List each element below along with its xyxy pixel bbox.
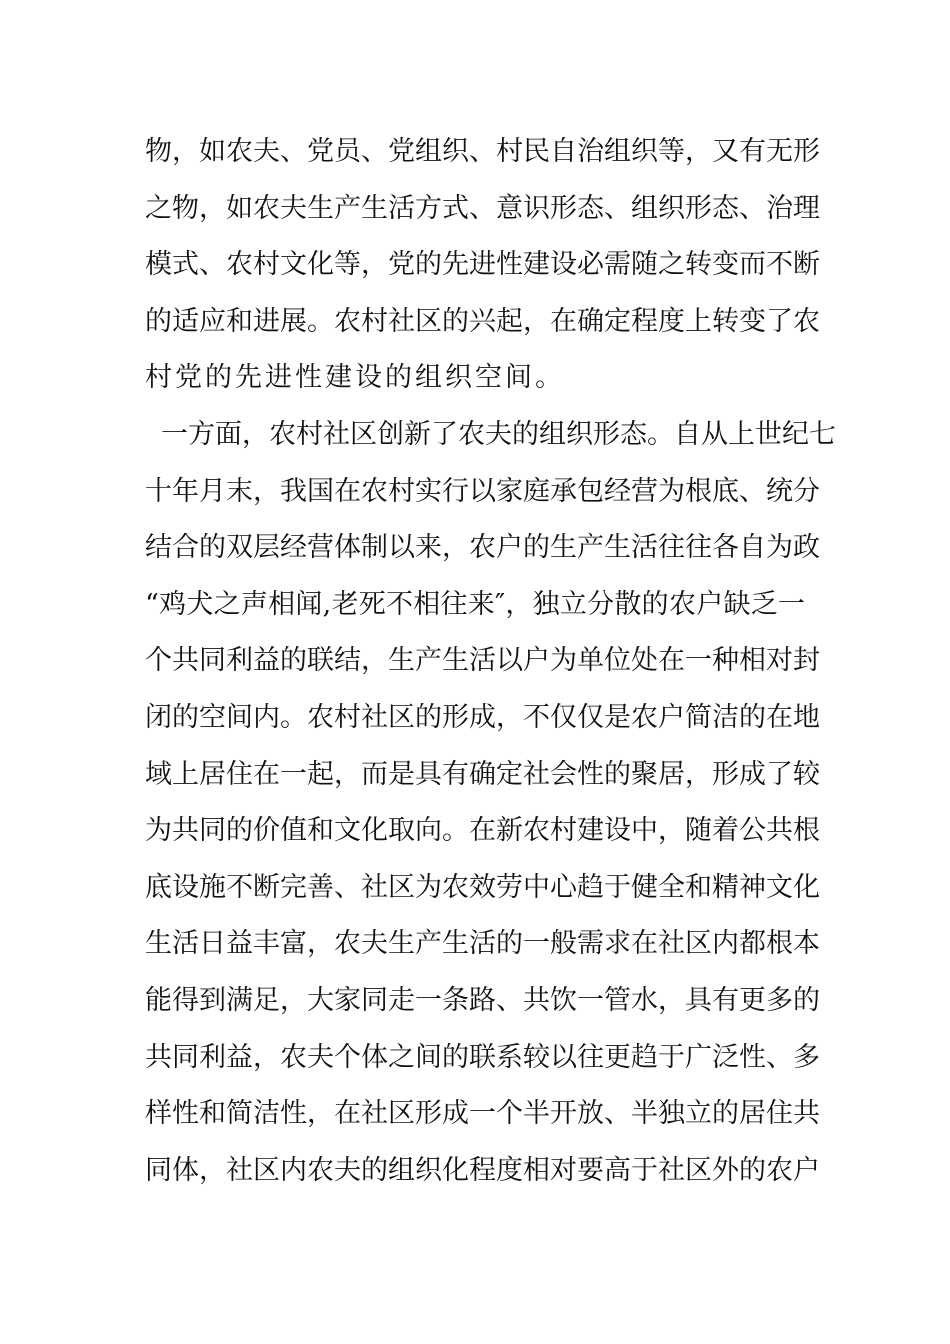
text-line: 为共同的价值和文化取向。在新农村建设中，随着公共根 [145,815,820,847]
text-line: 样性和简洁性，在社区形成一个半开放、半独立的居住共 [145,1098,820,1130]
text-line: 域上居住在一起，而是具有确定社会性的聚居，形成了较 [145,758,820,790]
paragraph-2 [145,407,836,1199]
text-line: 一方面，农村社区创新了农夫的组织形态。自从上世纪七 [161,418,836,450]
text-line: 底设施不断完善、社区为农效劳中心趋于健全和精神文化 [145,871,820,903]
paragraph-1 [145,124,820,407]
text-line: 能得到满足，大家同走一条路、共饮一管水，具有更多的 [145,984,820,1016]
text-line: 闭的空间内。农村社区的形成，不仅仅是农户简洁的在地 [145,701,820,733]
text-line: “鸡犬之声相闻,老死不相往来″，独立分散的农户缺乏一 [145,588,805,620]
text-line: 生活日益丰富，农夫生产生活的一般需求在社区内都根本 [145,928,820,960]
text-line: 的适应和进展。农村社区的兴起，在确定程度上转变了农 [145,305,820,337]
text-line: 个共同利益的联结，生产生活以户为单位处在一种相对封 [145,645,820,677]
text-line: 同体，社区内农夫的组织化程度相对要高于社区外的农户 [145,1154,820,1186]
text-line: 之物，如农夫生产生活方式、意识形态、组织形态、治理 [145,192,820,224]
text-line: 十年月末，我国在农村实行以家庭承包经营为根底、统分 [145,475,820,507]
text-line: 结合的双层经营体制以来，农户的生产生活往往各自为政 [145,532,820,564]
text-line: 村党的先进性建设的组织空间。 [145,362,565,394]
text-line: 共同利益，农夫个体之间的联系较以往更趋于广泛性、多 [145,1041,820,1073]
document-page [145,124,836,1199]
text-line: 物，如农夫、党员、党组织、村民自治组织等，又有无形 [145,136,820,167]
text-line: 模式、农村文化等，党的先进性建设必需随之转变而不断 [145,249,820,281]
